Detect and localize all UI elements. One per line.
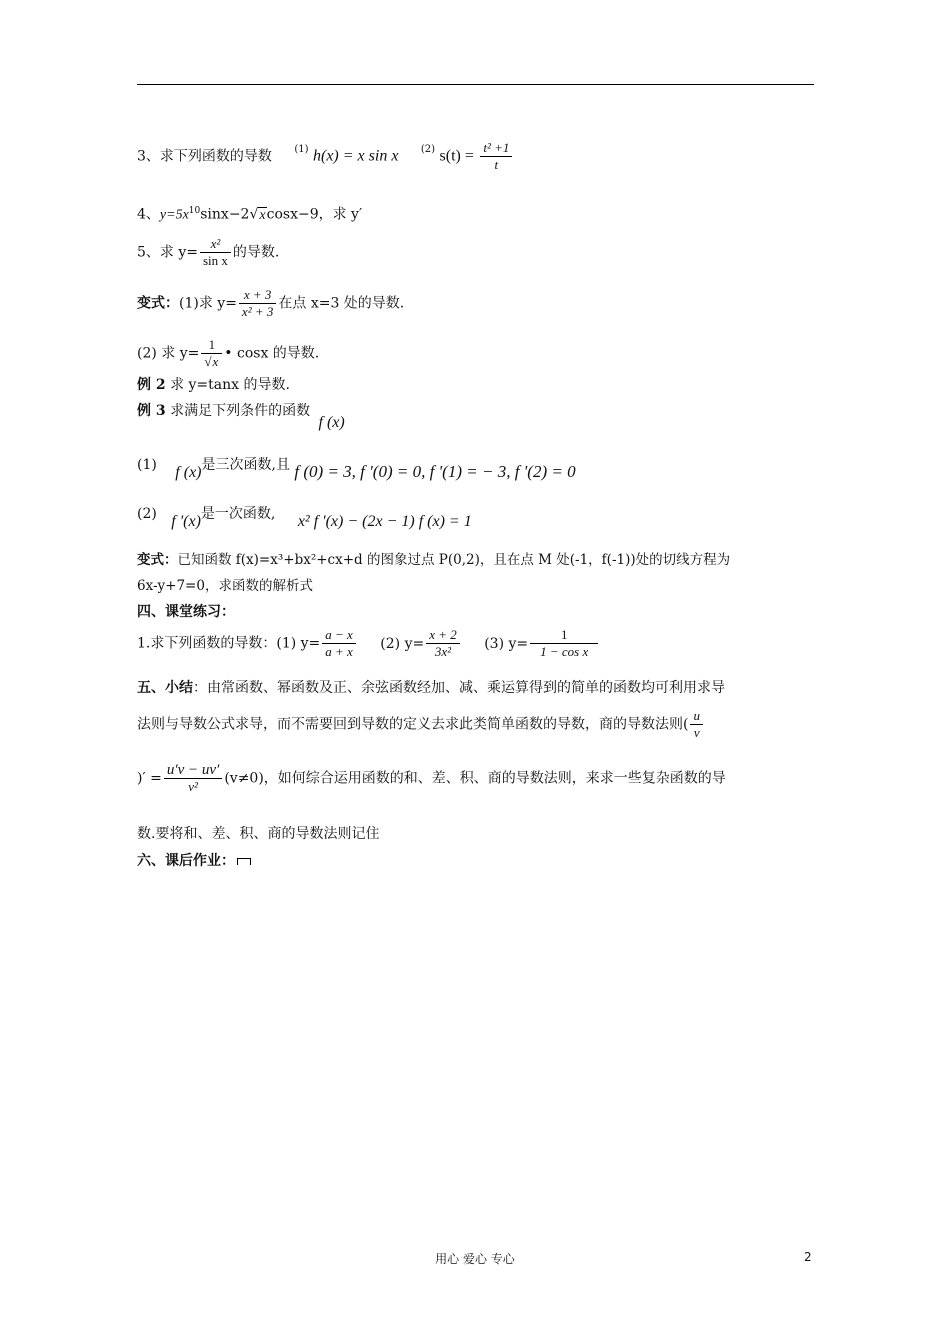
variant-2-text: (2) 求 y= — [137, 345, 200, 362]
q5-frac-den: sin x — [203, 253, 228, 268]
exercise-1 — [137, 627, 600, 660]
variant-3-line-2 — [137, 576, 313, 596]
variant-1-fraction — [239, 287, 276, 320]
ex1-frac3-num: 1 — [560, 627, 568, 642]
variant-1-text: (1)求 y= — [179, 295, 237, 312]
quotient-rule-fraction — [164, 762, 223, 795]
example-3-heading: 例 3 — [137, 403, 166, 419]
cursor-mark — [237, 858, 251, 865]
variant-2-frac-num: 1 — [208, 337, 216, 352]
section-5-text-3: (v≠0)，如何综合运用函数的和、差、积、商的导数法则，来求一些复杂函数的导 — [224, 770, 726, 787]
exercise-1-label: 1.求下列函数的导数：(1) y= — [137, 635, 321, 652]
ex3-part1-label: (1) — [137, 457, 157, 473]
section-5-uv-fraction — [690, 708, 703, 741]
exercise-1-fraction-3 — [530, 627, 598, 660]
page-number: 2 — [804, 1250, 812, 1264]
example-3-fx: f (x) — [318, 414, 345, 431]
variant-3-text-1: 已知函数 f(x)=x³+bx²+cx+d 的图象过点 P(0,2)，且在点 M 处(-1，f(-1))处的切线方程为 — [177, 552, 731, 568]
ex3-part1-text: 是三次函数,且 — [201, 457, 290, 473]
exercise-1-fraction-1 — [322, 627, 356, 660]
q3-frac-den: t — [494, 157, 499, 172]
q4-expr-c: cosx−9，求 y′ — [266, 206, 363, 223]
q3-part2-label: (2) — [420, 144, 436, 155]
section-5-text-2: 法则与导数公式求导，而不需要回到导数的定义去求此类简单函数的导数，商的导数法则( — [137, 716, 689, 733]
uv-den: v — [693, 725, 700, 740]
q3-fraction — [480, 140, 512, 173]
q3-formula1: h(x) = x sin x — [313, 147, 399, 165]
exercise-1-fraction-2 — [426, 627, 460, 660]
question-5 — [137, 236, 279, 269]
section-6-title-text: 六、课后作业： — [137, 853, 235, 869]
example-3-part-2 — [137, 504, 472, 530]
q3-formula2-left: s(t) = — [439, 147, 474, 165]
variant-3-line-1 — [137, 550, 730, 570]
ex3-part2-text: 是一次函数, — [200, 506, 276, 522]
ex1-frac1-den: a + x — [325, 644, 353, 659]
variant-1-heading: 变式： — [137, 295, 179, 312]
q5-frac-num: x² — [210, 236, 221, 251]
variant-2 — [137, 337, 319, 370]
variant-3-heading: 变式： — [137, 552, 178, 568]
variant-1 — [137, 287, 404, 320]
example-3 — [137, 401, 345, 431]
variant-1-frac-den: x² + 3 — [241, 304, 274, 319]
section-5-line-2 — [137, 708, 705, 741]
quotient-rule-num: u′v − uv′ — [166, 762, 220, 778]
section-5-text-1: ：由常函数、幂函数及正、余弦函数经加、减、乘运算得到的简单的函数均可利用求导 — [193, 680, 725, 696]
variant-1-frac-num: x + 3 — [243, 287, 272, 302]
exercise-1-part2-label: (2) y= — [380, 635, 425, 652]
variant-2-radicand: x — [212, 354, 219, 369]
example-2-heading: 例 2 — [137, 377, 166, 393]
ex3-part2-fx: f '(x) — [171, 513, 201, 530]
section-5-text-4: 数.要将和、差、积、商的导数法则记住 — [137, 826, 380, 842]
q4-radicand: x — [259, 207, 266, 223]
section-5-title: 五、小结 — [137, 680, 193, 696]
example-3-part-1 — [137, 454, 576, 481]
ex3-part2-label: (2) — [137, 506, 157, 522]
exercise-1-part3-label: (3) y= — [484, 635, 529, 652]
variant-2-fraction: $\frac{1}{√x}$ — [201, 337, 222, 370]
section-5-line-3 — [137, 762, 726, 795]
section-4-title: 四、课堂练习： — [137, 604, 235, 620]
section-6-title — [137, 851, 251, 871]
q4-label: 4、 — [137, 206, 160, 223]
q4-expr-b: sinx−2 — [200, 206, 250, 223]
ex3-part2-condition: x² f '(x) − (2x − 1) f (x) = 1 — [297, 513, 472, 530]
ex1-frac3-den: 1 − cos x — [540, 644, 589, 659]
ex1-frac1-num: a − x — [325, 627, 353, 642]
q5-fraction — [200, 236, 231, 269]
q3-frac-num: t² +1 — [483, 140, 510, 155]
uv-num: u — [693, 708, 700, 723]
section-5-line-4 — [137, 824, 379, 844]
q4-expr-a: y=5x — [159, 207, 189, 223]
ex3-part1-fx: f (x) — [175, 464, 202, 481]
variant-3-text-2: 6x-y+7=0，求函数的解析式 — [137, 578, 313, 594]
example-2-text: 求 y=tanx 的导数. — [170, 377, 290, 393]
q5-label: 5、求 y= — [137, 244, 198, 261]
ex1-frac2-den: 3x² — [434, 644, 452, 659]
ex1-frac2-num: x + 2 — [429, 627, 457, 642]
example-3-text: 求满足下列条件的函数 — [170, 403, 311, 419]
variant-1-tail: 在点 x=3 处的导数. — [278, 295, 405, 312]
ex3-part1-condition: f (0) = 3, f '(0) = 0, f '(1) = − 3, f '(2) = 0 — [294, 462, 576, 481]
quotient-rule-left: )′ = — [137, 770, 162, 787]
footer-text: 用心 爱心 专心 — [435, 1252, 515, 1266]
q3-part1-label: (1) — [294, 144, 309, 155]
question-3 — [137, 140, 514, 173]
q3-label: 3、求下列函数的导数 — [137, 148, 272, 165]
section-5-line-1 — [137, 678, 725, 698]
variant-2-tail: • cosx 的导数. — [224, 345, 320, 362]
q5-tail: 的导数. — [232, 244, 280, 261]
question-4: 4、$y=5x^{10}\sin x-2√xcosx-9$，求 y′ — [137, 206, 363, 223]
example-2 — [137, 375, 290, 395]
quotient-rule-den: v² — [188, 779, 198, 794]
header-rule — [137, 84, 814, 85]
q4-exponent: 10 — [188, 206, 201, 216]
